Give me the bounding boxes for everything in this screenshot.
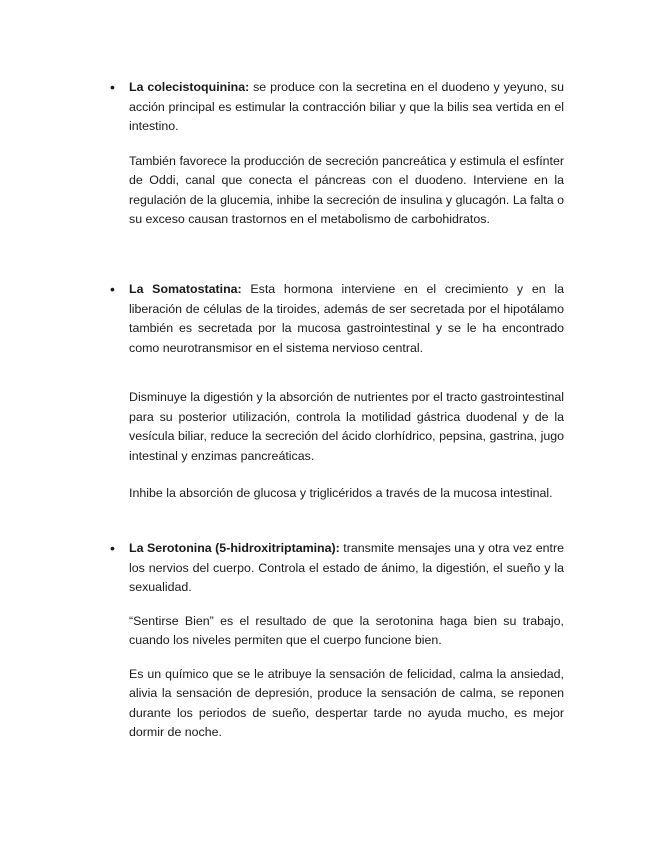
section-intro [110, 78, 564, 137]
bullet-icon: • [110, 79, 115, 95]
section-term: La Serotonina (5-hidroxitriptamina): [129, 541, 340, 555]
section-intro [110, 280, 564, 358]
bullet-icon: • [110, 281, 115, 297]
bullet-icon: • [110, 540, 115, 556]
section-serotonina [110, 539, 564, 743]
section-paragraph: También favorece la producción de secreción pancreática y estimula el esfínter de Oddi, canal que conecta el páncreas con el duodeno. Interviene en la regulación de la glucemia, inhibe la secreción de insulina y glucagón. La falta o su exceso causan trastornos en el metabolismo de carbohidratos. [129, 153, 564, 226]
section-paragraph: “Sentirse Bien” es el resultado de que la serotonina haga bien su trabajo, cuando los niveles permiten que el cuerpo funcione bien. [129, 613, 564, 647]
section-paragraph: Es un químico que se le atribuye la sensación de felicidad, calma la ansiedad, alivia la sensación de depresión, produce la sensación de calma, se reponen durante los periodos de sueño, despertar tarde no ayuda mucho, es mejor dormir de noche. [129, 666, 564, 739]
section-paragraph: Inhibe la absorción de glucosa y triglicéridos a través de la mucosa intestinal. [129, 486, 553, 500]
section-intro-text: transmite mensajes una y otra vez entre los nervios del cuerpo. Controla el estado de ánimo, la digestión, el sueño y la sexualidad. [129, 541, 565, 594]
section-term: La colecistoquinina: [129, 80, 250, 94]
section-somatostatina [110, 280, 564, 504]
section-intro [110, 539, 564, 598]
section-term: La Somatostatina: [129, 282, 242, 296]
section-paragraph: Disminuye la digestión y la absorción de nutrientes por el tracto gastrointestinal para su posterior utilización, controla la motilidad gástrica duodenal y de la vesícula biliar, reduce la secreción del ácido clorhídrico, pepsina, gastrina, jugo intestinal y enzimas pancreáticas. [129, 390, 564, 463]
section-intro-text: Esta hormona interviene en el crecimiento y en la liberación de células de la tiroides, además de ser secretada por el hipotálamo también es secretada por la mucosa gastrointestinal y se le ha encontrado como neurotransmisor en el sistema nervioso central. [129, 282, 564, 355]
section-intro-text: se produce con la secretina en el duodeno y yeyuno, su acción principal es estimular la contracción biliar y que la bilis sea vertida en el intestino. [129, 80, 564, 133]
section-colecistoquinina [110, 78, 564, 230]
